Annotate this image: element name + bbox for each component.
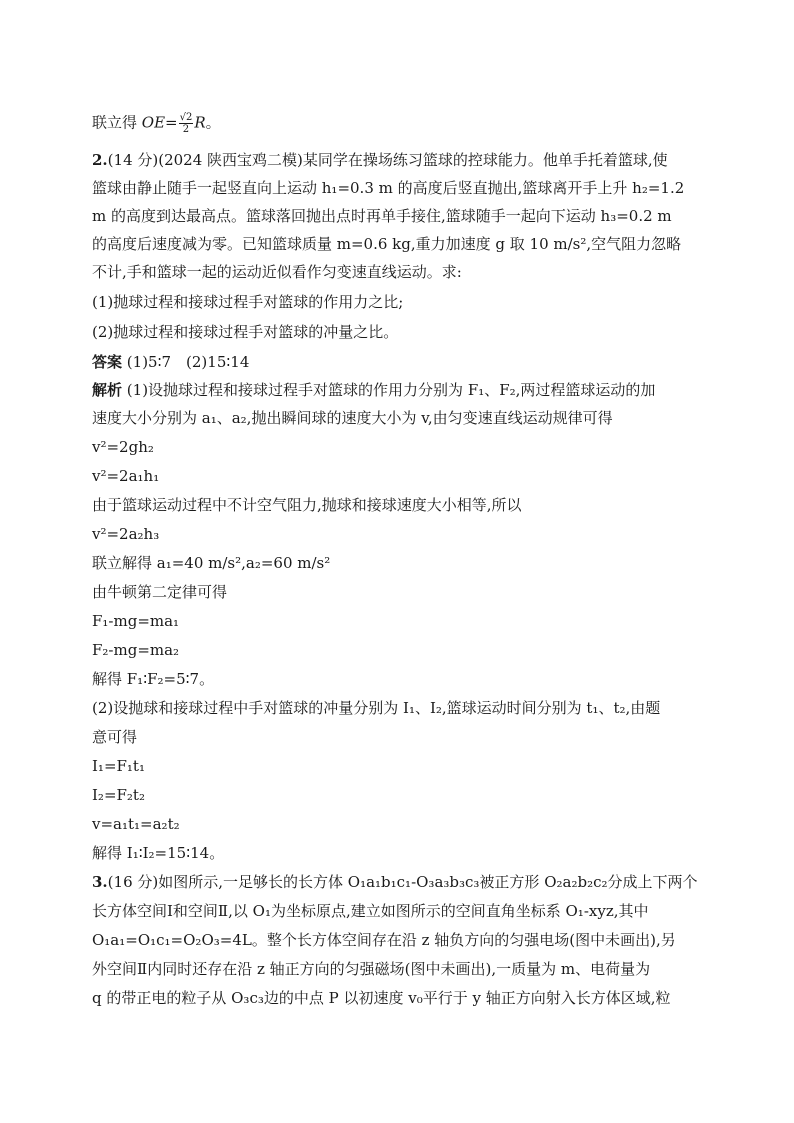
q2-answer: 答案 (1)5∶7 (2)15∶14	[92, 353, 250, 371]
q2-analysis-line-9: F₂-mg=ma₂	[92, 641, 180, 659]
q2-analysis-line-13: I₁=F₁t₁	[92, 757, 145, 775]
q2-analysis-line-8: F₁-mg=ma₁	[92, 612, 180, 630]
q3-line-1: 长方体空间Ⅰ和空间Ⅱ,以 O₁为坐标原点,建立如图所示的空间直角坐标系 O₁-xyz,其中	[92, 902, 649, 920]
q2-line-0: 2.(14 分)(2024 陕西宝鸡二模)某同学在操场练习篮球的控球能力。他单手托着篮球,使	[92, 151, 668, 169]
q2-analysis-line-3: v²=2a₁h₁	[92, 467, 160, 485]
q2-line-4: 不计,手和篮球一起的运动近似看作匀变速直线运动。求:	[92, 263, 462, 281]
q2-analysis-line-0: 解析 (1)设抛球过程和接球过程手对篮球的作用力分别为 F₁、F₂,两过程篮球运动的加	[92, 381, 656, 399]
q2-analysis-line-7: 由牛顿第二定律可得	[92, 583, 228, 601]
intro-result-line: 联立得 OE= $\frac{√2}{2}$ R。	[92, 112, 221, 135]
q3-line-0: 3.(16 分)如图所示,一足够长的长方体 O₁a₁b₁c₁-O₃a₃b₃c₃被正方形 O₂a₂b₂c₂分成上下两个	[92, 873, 698, 891]
sqrt2-over-2-fraction: $\frac{√2}{2}$	[179, 112, 193, 135]
q2-analysis-line-4: 由于篮球运动过程中不计空气阻力,抛球和接球速度大小相等,所以	[92, 496, 522, 514]
q2-analysis-line-6: 联立解得 a₁=40 m/s²,a₂=60 m/s²	[92, 554, 331, 572]
q2-line-3: 的高度后速度减为零。已知篮球质量 m=0.6 kg,重力加速度 g 取 10 m/s²,空气阻力忽略	[92, 235, 682, 253]
q2-analysis-line-10: 解得 F₁∶F₂=5∶7。	[92, 670, 215, 688]
q2-number: 2.	[92, 151, 108, 169]
q2-analysis-line-15: v=a₁t₁=a₂t₂	[92, 815, 180, 833]
q2-analysis-line-5: v²=2a₂h₃	[92, 525, 160, 543]
q3-number: 3.	[92, 873, 108, 891]
q2-line-2: m 的高度到达最高点。篮球落回抛出点时再单手接住,篮球随手一起向下运动 h₃=0.2 m	[92, 207, 672, 225]
q2-analysis-line-2: v²=2gh₂	[92, 438, 154, 456]
q3-line-2: O₁a₁=O₁c₁=O₂O₃=4L。整个长方体空间存在沿 z 轴负方向的匀强电场(图中未画出),另	[92, 931, 676, 949]
q2-sub-1: (1)抛球过程和接球过程手对篮球的作用力之比;	[92, 293, 404, 311]
q3-line-3: 外空间Ⅱ内同时还存在沿 z 轴正方向的匀强磁场(图中未画出),一质量为 m、电荷量为	[92, 960, 651, 978]
q2-analysis-line-12: 意可得	[92, 728, 138, 746]
q3-line-4: q 的带正电的粒子从 O₃c₃边的中点 P 以初速度 v₀平行于 y 轴正方向射入长方体区域,粒	[92, 989, 671, 1007]
q2-sub-2: (2)抛球过程和接球过程手对篮球的冲量之比。	[92, 323, 399, 341]
q2-line-1: 篮球由静止随手一起竖直向上运动 h₁=0.3 m 的高度后竖直抛出,篮球离开手上升 h₂=1.2	[92, 179, 685, 197]
q2-analysis-line-11: (2)设抛球和接球过程中手对篮球的冲量分别为 I₁、I₂,篮球运动时间分别为 t₁、t₂,由题	[92, 699, 661, 717]
q2-analysis-line-16: 解得 I₁∶I₂=15∶14。	[92, 844, 225, 862]
q2-analysis-line-14: I₂=F₂t₂	[92, 786, 145, 804]
q2-analysis-line-1: 速度大小分别为 a₁、a₂,抛出瞬间球的速度大小为 v,由匀变速直线运动规律可得	[92, 409, 613, 427]
